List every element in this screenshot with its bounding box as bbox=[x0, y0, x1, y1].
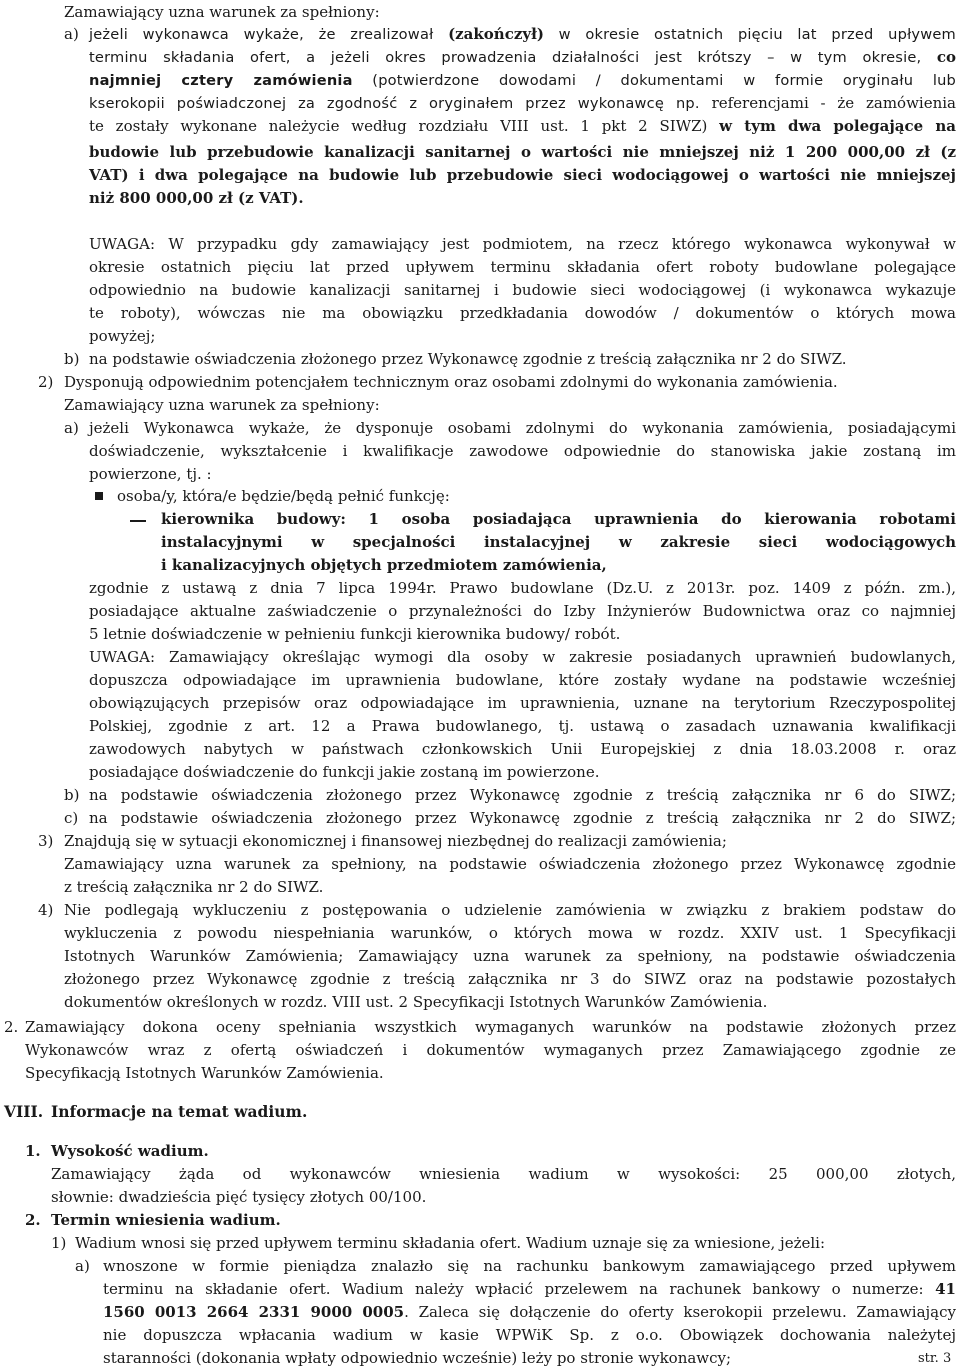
section-4-label: 4) bbox=[38, 901, 54, 919]
item-a-line bbox=[89, 23, 956, 45]
item-a-line: powierzone, tj. : bbox=[89, 465, 212, 483]
section-4-line: dokumentów określonych w rozdz. VIII ust. 2 Specyfikacji Istotnych Warunków Zamówienia. bbox=[64, 993, 768, 1011]
sub-1-title: Wysokość wadium. bbox=[51, 1142, 209, 1160]
item-b-label: b) bbox=[64, 786, 80, 804]
sub-2-number: 2. bbox=[25, 1211, 41, 1229]
item-a-line bbox=[89, 115, 956, 137]
item-a-text-segment: (potwierdzone dowodami / dokumentami w formie oryginału lub bbox=[352, 72, 956, 89]
item-a-line: jeżeli Wykonawca wykaże, że dysponuje osobami zdolnymi do wykonania zamówienia, posiadającymi bbox=[89, 419, 956, 437]
item-a-line bbox=[89, 187, 589, 209]
item-a-text-segment: terminu składania ofert, a jeżeli okres prowadzenia działalności jest krótszy – w tym okresie, bbox=[89, 49, 937, 66]
item-b-text: na podstawie oświadczenia złożonego przez Wykonawcę zgodnie z treścią załącznika nr 6 do SIWZ; bbox=[89, 786, 956, 804]
item-a-text-segment: co bbox=[936, 48, 956, 66]
item-a-line: staranności (dokonania wpłaty odpowiednio wcześnie) leży po stronie wykonawcy; bbox=[103, 1349, 732, 1367]
uwaga-line: dopuszcza odpowiadające im uprawnienia budowlane, które zostały wydane na podstawie wcześniej bbox=[89, 671, 956, 689]
law-line: posiadające aktualne zaświadczenie o przynależności do Izby Inżynierów Budownictwa oraz co najmniej bbox=[89, 602, 956, 620]
uwaga-line: zawodowych nabytych w państwach członkowskich Unii Europejskiej z dnia 18.03.2008 r. oraz bbox=[89, 740, 956, 758]
item-c-text: na podstawie oświadczenia złożonego przez Wykonawcę zgodnie z treścią załącznika nr 2 do SIWZ; bbox=[89, 809, 956, 827]
role-line: kierownika budowy: 1 osoba posiadająca uprawnienia do kierowania robotami bbox=[161, 510, 956, 528]
sub-2-title: Termin wniesienia wadium. bbox=[51, 1211, 281, 1229]
item-a-line bbox=[89, 164, 956, 186]
item-c-label: c) bbox=[64, 809, 79, 827]
uwaga-line: UWAGA: Zamawiający określając wymogi dla osoby w zakresie posiadanych uprawnień budowlanych, bbox=[89, 648, 956, 666]
role-line: instalacyjnymi w specjalności instalacyjnej w zakresie sieci wodociągowych bbox=[161, 533, 956, 551]
section-2-label: 2) bbox=[38, 373, 54, 391]
item-b-label: b) bbox=[64, 350, 80, 368]
item-a-line bbox=[103, 1278, 956, 1300]
law-line: zgodnie z ustawą z dnia 7 lipca 1994r. Prawo budowlane (Dz.U. z 2013r. poz. 1409 z późn. zm.), bbox=[89, 579, 956, 597]
dash-bullet-icon bbox=[130, 520, 146, 522]
uwaga-line: powyżej; bbox=[89, 327, 156, 345]
item-a-text: terminu na składanie ofert. Wadium należy wpłacić przelewem na rachunek bankowy o numerze: bbox=[103, 1280, 936, 1298]
section-3-title: Znajdują się w sytuacji ekonomicznej i finansowej niezbędnej do realizacji zamówienia; bbox=[64, 832, 727, 850]
item-a-text-segment: niż 800 000,00 zł (z VAT). bbox=[89, 189, 304, 207]
point-2-line: Zamawiający dokona oceny spełniania wszystkich wymaganych warunków na podstawie złożonych przez bbox=[25, 1018, 956, 1036]
role-line: i kanalizacyjnych objętych przedmiotem zamówienia, bbox=[161, 556, 607, 574]
chapter-number: VIII. bbox=[4, 1102, 44, 1121]
item-a-text-segment: najmniej cztery zamówienia bbox=[89, 72, 353, 89]
section-4-line: złożonego przez Wykonawcę zgodnie z treścią załącznika nr 3 do SIWZ oraz na podstawie pozostałych bbox=[64, 970, 956, 988]
item-a-text-segment: w okresie ostatnich pięciu lat przed upływem bbox=[543, 26, 956, 43]
item-a-label: a) bbox=[75, 1257, 90, 1275]
sub-1-number: 1. bbox=[25, 1142, 41, 1160]
law-line: 5 letnie doświadczenie w pełnieniu funkcji kierownika budowy/ robót. bbox=[89, 625, 621, 643]
condition-intro: Zamawiający uzna warunek za spełniony: bbox=[64, 396, 380, 414]
point-2-line: Wykonawców wraz z ofertą oświadczeń i dokumentów wymaganych przez Zamawiającego zgodnie ze bbox=[25, 1041, 956, 1059]
sub-1-line: Zamawiający żąda od wykonawców wniesienia wadium w wysokości: 25 000,00 złotych, bbox=[51, 1165, 956, 1183]
item-a-text-segment: budowie lub przebudowie kanalizacji sanitarnej o wartości nie mniejszej niż 1 200 000,00 zł (z bbox=[89, 143, 956, 161]
square-bullet-icon bbox=[95, 492, 103, 500]
uwaga-line: te roboty), wówczas nie ma obowiązku przedkładania dowodów / dokumentów o których mowa bbox=[89, 304, 956, 322]
section-4-line: Nie podlegają wykluczeniu z postępowania o udzielenie zamówienia w związku z brakiem podstaw do bbox=[64, 901, 956, 919]
bank-account-number: 1560 0013 2664 2331 9000 0005 bbox=[103, 1303, 405, 1321]
sub-1-line: słownie: dwadzieścia pięć tysięcy złotych 00/100. bbox=[51, 1188, 427, 1206]
item-a-text-segment: kserokopii poświadczonej za zgodność z oryginałem przez wykonawcę np. bbox=[89, 95, 712, 112]
item-a-text-segment: jeżeli wykonawca wykaże, że zrealizował bbox=[89, 26, 449, 43]
item-a-line bbox=[103, 1301, 956, 1323]
uwaga-line: UWAGA: W przypadku gdy zamawiający jest podmiotem, na rzecz którego wykonawca wykonywał w bbox=[89, 235, 956, 253]
item-a-line: nie dopuszcza wpłacania wadium w kasie WPWiK Sp. z o.o. Obowiązek dochowania należytej bbox=[103, 1326, 956, 1344]
uwaga-line: okresie ostatnich pięciu lat przed upływem terminu składania ofert roboty budowlane polegające bbox=[89, 258, 956, 276]
item-a-line bbox=[89, 141, 956, 163]
item-1-label: 1) bbox=[51, 1234, 67, 1252]
item-a-line bbox=[89, 69, 956, 91]
section-2-title: Dysponują odpowiednim potencjałem technicznym oraz osobami zdolnymi do wykonania zamówienia. bbox=[64, 373, 838, 391]
item-a-text-segment: VAT) i dwa polegające na budowie lub przebudowie sieci wodociągowej o wartości nie mniejszej bbox=[89, 166, 956, 184]
item-a-line: doświadczenie, wykształcenie i kwalifikacje zawodowe odpowiednie do stanowiska jakie zostaną im bbox=[89, 442, 956, 460]
section-3-line: z treścią załącznika nr 2 do SIWZ. bbox=[64, 878, 324, 896]
item-a-text-segment: w tym dwa polegające na bbox=[719, 117, 957, 135]
bank-account-prefix: 41 bbox=[935, 1280, 956, 1298]
item-b-text: na podstawie oświadczenia złożonego przez Wykonawcę zgodnie z treścią załącznika nr 2 do SIWZ. bbox=[89, 350, 847, 368]
uwaga-line: posiadające doświadczenie do funkcji jakie zostaną im powierzone. bbox=[89, 763, 600, 781]
section-3-line: Zamawiający uzna warunek za spełniony, na podstawie oświadczenia złożonego przez Wykonawcę zgodnie bbox=[64, 855, 956, 873]
chapter-title: Informacje na temat wadium. bbox=[51, 1102, 308, 1121]
section-4-line: wykluczenia z powodu niespełniania warunków, o których mowa w rozdz. XXIV ust. 1 Specyfikacji bbox=[64, 924, 956, 942]
item-a-text-segment: (zakończył) bbox=[448, 25, 544, 43]
item-a-line: wnoszone w formie pieniądza znalazło się na rachunku bankowym zamawiającego przed upływem bbox=[103, 1257, 956, 1275]
item-a-line bbox=[89, 46, 956, 68]
condition-intro: Zamawiający uzna warunek za spełniony: bbox=[64, 3, 380, 21]
uwaga-line: odpowiednio na budowie kanalizacji sanitarnej i budowie sieci wodociągowej (i wykonawca wykazuje bbox=[89, 281, 956, 299]
uwaga-line: obowiązujących przepisów oraz odpowiadające im uprawnienia, uznane na terytorium Rzeczypospolitej bbox=[89, 694, 956, 712]
item-a-label: a) bbox=[64, 419, 79, 437]
uwaga-line: Polskiej, zgodnie z art. 12 a Prawa budowlanego, tj. ustawą o zasadach uznawania kwalifikacji bbox=[89, 717, 956, 735]
item-a-line bbox=[89, 92, 956, 114]
item-a-label: a) bbox=[64, 25, 79, 43]
item-a-text-segment: referencjami - że zamówienia bbox=[711, 94, 956, 112]
item-a-text: . Zaleca się dołączenie do oferty kserokopii przelewu. Zamawiający bbox=[404, 1303, 956, 1321]
point-2-line: Specyfikacją Istotnych Warunków Zamówienia. bbox=[25, 1064, 384, 1082]
item-a-text-segment: te zostały wykonane należycie według rozdziału VIII ust. 1 pkt 2 SIWZ) bbox=[89, 117, 720, 135]
section-4-line: Istotnych Warunków Zamówienia; Zamawiający uzna warunek za spełniony, na podstawie oświadczenia bbox=[64, 947, 956, 965]
section-3-label: 3) bbox=[38, 832, 54, 850]
item-1-text: Wadium wnosi się przed upływem terminu składania ofert. Wadium uznaje się za wniesione, jeżeli: bbox=[75, 1234, 826, 1252]
point-2-label: 2. bbox=[4, 1018, 19, 1036]
bullet-text: osoba/y, która/e będzie/będą pełnić funkcję: bbox=[117, 487, 450, 505]
page-number: str. 3 bbox=[918, 1351, 952, 1366]
